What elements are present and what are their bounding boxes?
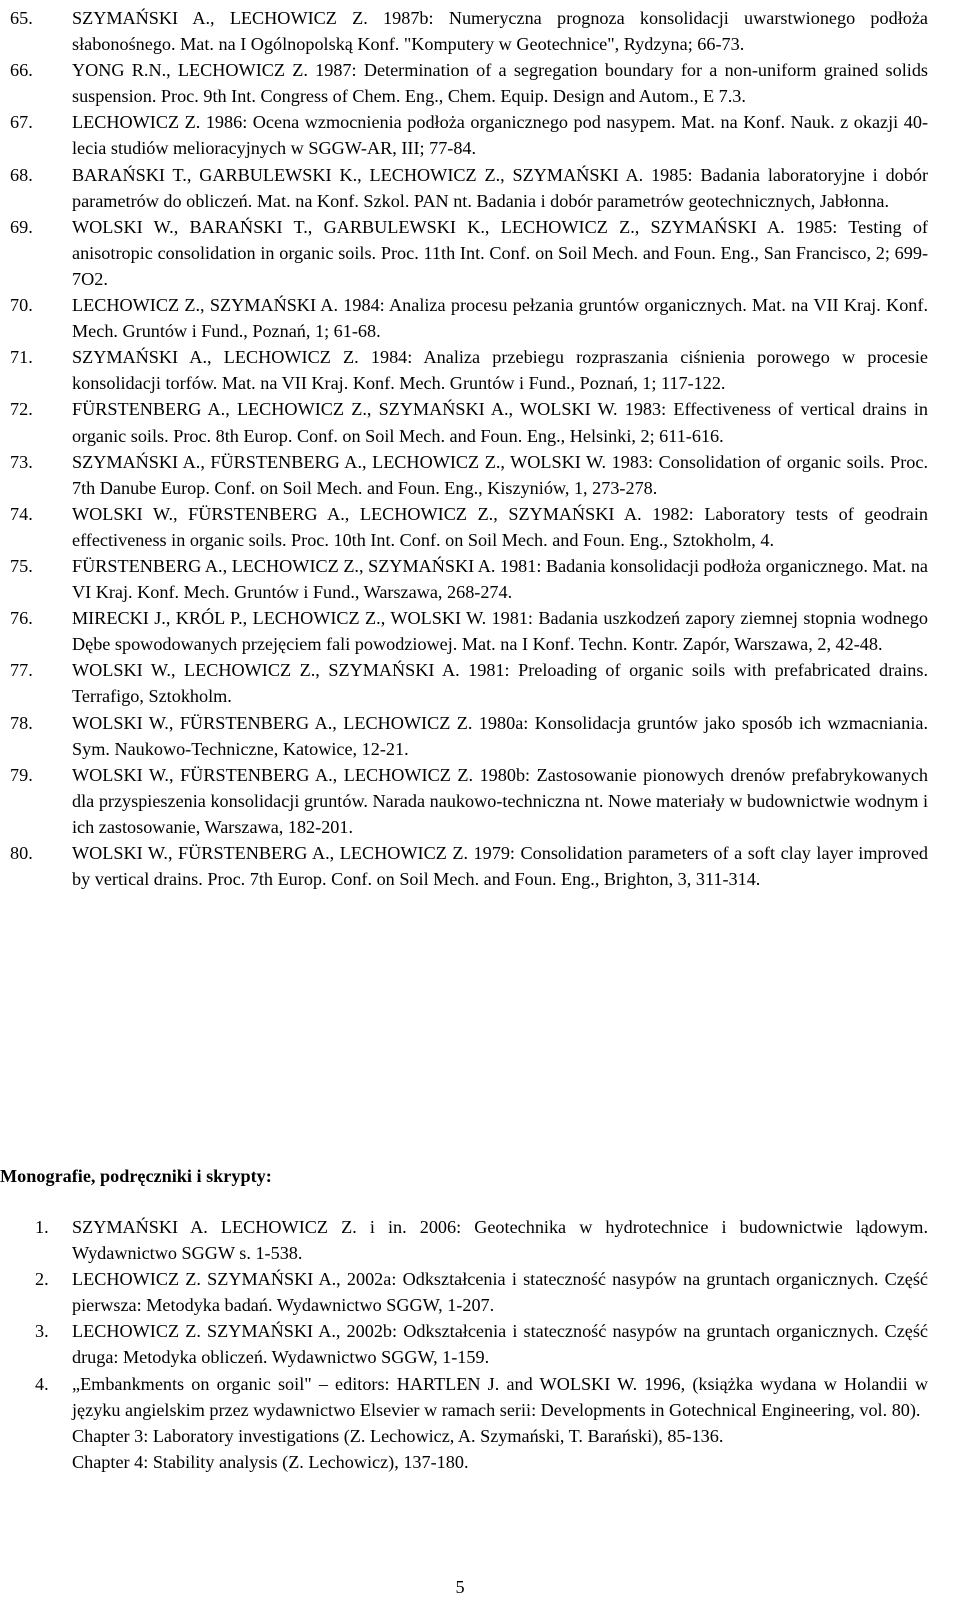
reference-item <box>10 396 928 448</box>
reference-number: 75. <box>10 555 33 576</box>
reference-number: 79. <box>10 764 33 785</box>
monograph-item <box>35 1318 928 1370</box>
reference-number: 66. <box>10 60 33 81</box>
reference-list <box>10 5 928 892</box>
reference-number: 69. <box>10 216 33 237</box>
monograph-list <box>35 1214 928 1475</box>
reference-number: 72. <box>10 399 33 420</box>
reference-item <box>10 292 928 344</box>
reference-number: 68. <box>10 164 33 185</box>
reference-item <box>10 162 928 214</box>
reference-item <box>10 5 928 57</box>
reference-item <box>10 553 928 605</box>
reference-text: MIRECKI J., KRÓL P., LECHOWICZ Z., WOLSKI W. 1981: Badania uszkodzeń zapory ziemnej stopnia wodnego Dębe spowodowanych przejęciem fali powodziowej. Mat. na I Konf. Techn. Kontr. Zapór, Warszawa, 2, 42-48. <box>72 608 928 655</box>
reference-item <box>10 214 928 292</box>
monograph-number: 4. <box>35 1373 49 1394</box>
reference-item <box>10 605 928 657</box>
reference-number: 80. <box>10 843 33 863</box>
reference-number: 67. <box>10 112 33 133</box>
monograph-item <box>35 1214 928 1266</box>
reference-text: WOLSKI W., FÜRSTENBERG A., LECHOWICZ Z., SZYMAŃSKI A. 1982: Laboratory tests of geodrain effectiveness in organic soils. Proc. 10th Int. Conf. on Soil Mech. and Foun. Eng., Sztokholm, 4. <box>72 503 928 550</box>
monograph-chapter: Chapter 3: Laboratory investigations (Z. Lechowicz, A. Szymański, T. Barański), 85-136. <box>72 1425 724 1446</box>
monograph-text: LECHOWICZ Z. SZYMAŃSKI A., 2002b: Odkształcenia i stateczność nasypów na gruntach organicznych. Część druga: Metodyka obliczeń. Wydawnictwo SGGW, 1-159. <box>72 1321 928 1368</box>
section-heading: Monografie, podręczniki i skrypty: <box>0 1166 272 1186</box>
monograph-number: 1. <box>35 1217 49 1237</box>
reference-item <box>10 710 928 762</box>
monograph-text: LECHOWICZ Z. SZYMAŃSKI A., 2002a: Odkształcenia i stateczność nasypów na gruntach organicznych. Część pierwsza: Metodyka badań. Wydawnictwo SGGW, 1-207. <box>72 1269 928 1316</box>
reference-text: FÜRSTENBERG A., LECHOWICZ Z., SZYMAŃSKI A., WOLSKI W. 1983: Effectiveness of vertical drains in organic soils. Proc. 8th Europ. Conf. on Soil Mech. and Foun. Eng., Helsinki, 2; 611-616. <box>72 399 928 446</box>
reference-number: 78. <box>10 712 33 733</box>
reference-text: WOLSKI W., FÜRSTENBERG A., LECHOWICZ Z. 1980a: Konsolidacja gruntów jako sposób ich wzmacniania. Sym. Naukowo-Techniczne, Katowice, 12-21. <box>72 712 928 759</box>
reference-text: WOLSKI W., FÜRSTENBERG A., LECHOWICZ Z. 1980b: Zastosowanie pionowych drenów prefabrykowanych dla przyspieszenia konsolidacji gruntów. Narada naukowo-techniczna nt. Nowe materiały w budownictwie wodnym i ich zastosowanie, Warszawa, 182-201. <box>72 764 928 837</box>
reference-item <box>10 762 928 840</box>
monograph-number: 3. <box>35 1321 49 1342</box>
monograph-item <box>35 1371 928 1475</box>
monograph-chapter: Chapter 4: Stability analysis (Z. Lechowicz), 137-180. <box>72 1451 469 1472</box>
reference-item <box>10 840 928 892</box>
reference-item <box>10 449 928 501</box>
monograph-number: 2. <box>35 1269 49 1290</box>
reference-text: WOLSKI W., LECHOWICZ Z., SZYMAŃSKI A. 1981: Preloading of organic soils with prefabricated drains. Terrafigo, Sztokholm. <box>72 660 928 707</box>
reference-text: SZYMAŃSKI A., LECHOWICZ Z. 1987b: Numeryczna prognoza konsolidacji uwarstwionego podłoża słabonośnego. Mat. na I Ogólnopolską Konf. "Komputery w Geotechnice", Rydzyna; 66-73. <box>72 8 928 55</box>
reference-number: 73. <box>10 451 33 472</box>
reference-text: LECHOWICZ Z., SZYMAŃSKI A. 1984: Analiza procesu pełzania gruntów organicznych. Mat. na VII Kraj. Konf. Mech. Gruntów i Fund., Poznań, 1; 61-68. <box>72 295 928 342</box>
reference-text: SZYMAŃSKI A., FÜRSTENBERG A., LECHOWICZ Z., WOLSKI W. 1983: Consolidation of organic soils. Proc. 7th Danube Europ. Conf. on Soil Mech. and Foun. Eng., Kiszyniów, 1, 273-278. <box>72 451 928 498</box>
reference-number: 71. <box>10 347 33 368</box>
reference-number: 77. <box>10 660 33 681</box>
reference-text: YONG R.N., LECHOWICZ Z. 1987: Determination of a segregation boundary for a non-uniform grained solids suspension. Proc. 9th Int. Congress of Chem. Eng., Chem. Equip. Design and Autom., E 7.3. <box>72 60 928 107</box>
page-number: 5 <box>455 1577 465 1597</box>
reference-text: LECHOWICZ Z. 1986: Ocena wzmocnienia podłoża organicznego pod nasypem. Mat. na Konf. Nauk. z okazji 40-lecia studiów melioracyjnych w SGGW-AR, III; 77-84. <box>72 112 928 159</box>
reference-item <box>10 501 928 553</box>
reference-item <box>10 657 928 709</box>
monograph-item <box>35 1266 928 1318</box>
reference-text: WOLSKI W., BARAŃSKI T., GARBULEWSKI K., LECHOWICZ Z., SZYMAŃSKI A. 1985: Testing of anisotropic consolidation in organic soils. Proc. 11th Int. Conf. on Soil Mech. and Foun. Eng., San Francisco, 2; 699-7O2. <box>72 216 928 289</box>
reference-text: WOLSKI W., FÜRSTENBERG A., LECHOWICZ Z. 1979: Consolidation parameters of a soft clay layer improved by vertical drains. Proc. 7th Europ. Conf. on Soil Mech. and Foun. Eng., Brighton, 3, 311-314. <box>72 843 928 890</box>
reference-text: SZYMAŃSKI A., LECHOWICZ Z. 1984: Analiza przebiegu rozpraszania ciśnienia porowego w procesie konsolidacji torfów. Mat. na VII Kraj. Konf. Mech. Gruntów i Fund., Poznań, 1; 117-122. <box>72 347 928 394</box>
reference-text: FÜRSTENBERG A., LECHOWICZ Z., SZYMAŃSKI A. 1981: Badania konsolidacji podłoża organicznego. Mat. na VI Kraj. Konf. Mech. Gruntów i Fund., Warszawa, 268-274. <box>72 555 928 603</box>
reference-text: BARAŃSKI T., GARBULEWSKI K., LECHOWICZ Z., SZYMAŃSKI A. 1985: Badania laboratoryjne i dobór parametrów do obliczeń. Mat. na Konf. Szkol. PAN nt. Badania i dobór parametrów geotechnicznych, Jabłonna. <box>72 164 928 211</box>
reference-number: 70. <box>10 295 33 316</box>
reference-item <box>10 109 928 161</box>
monograph-text: SZYMAŃSKI A. LECHOWICZ Z. i in. 2006: Geotechnika w hydrotechnice i budownictwie lądowym. Wydawnictwo SGGW s. 1-538. <box>72 1217 928 1264</box>
monograph-text: „Embankments on organic soil" – editors: HARTLEN J. and WOLSKI W. 1996, (książka wydana w Holandii w języku angielskim przez wydawnictwo Elsevier w ramach serii: Developments in Gotechnical Engineering, vol. 80). <box>72 1373 928 1420</box>
reference-number: 65. <box>10 8 33 28</box>
reference-number: 76. <box>10 608 33 629</box>
reference-item <box>10 57 928 109</box>
reference-number: 74. <box>10 503 33 524</box>
reference-item <box>10 344 928 396</box>
